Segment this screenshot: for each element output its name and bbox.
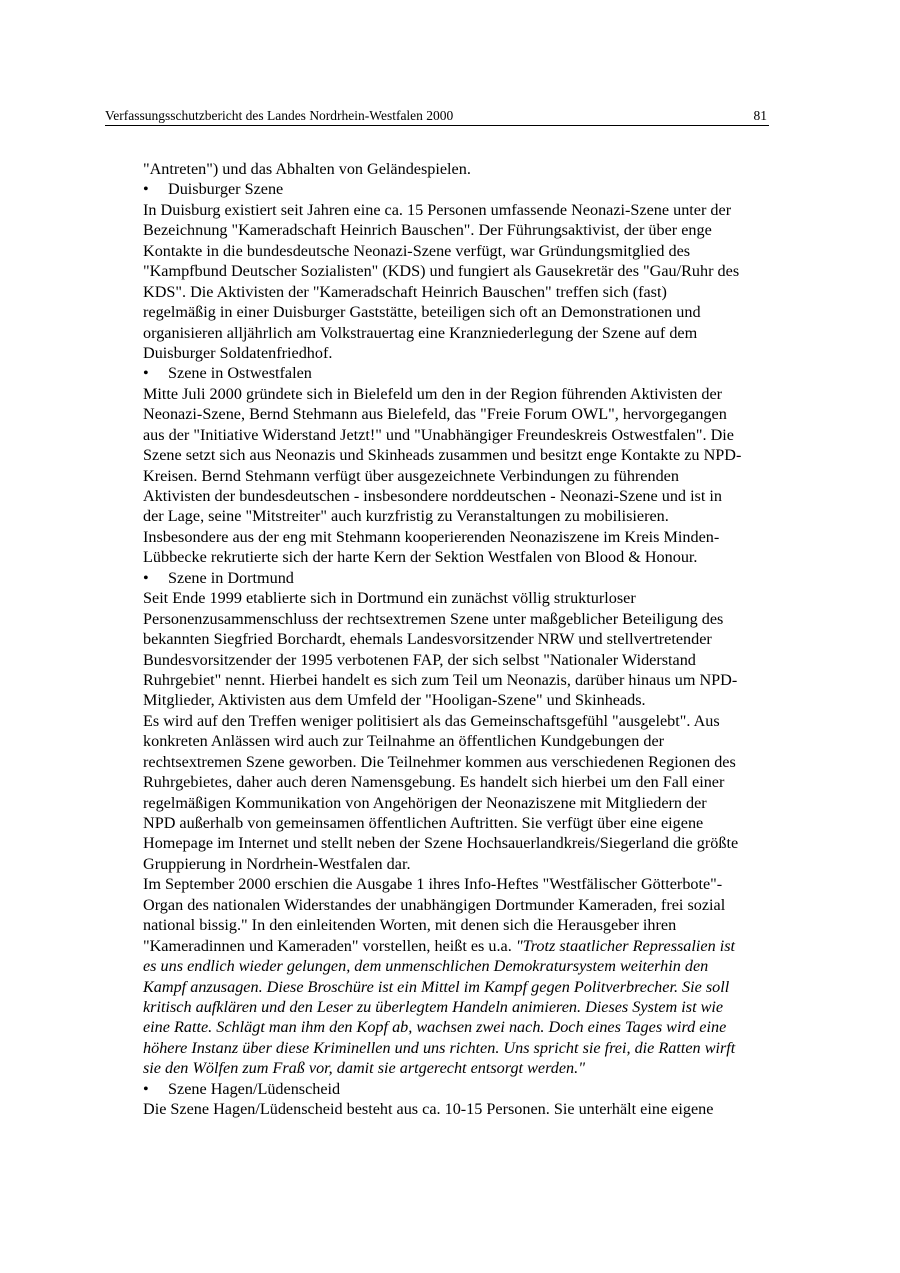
- bullet-icon: •: [143, 568, 149, 587]
- bullet-label: Szene Hagen/Lüdenscheid: [168, 1079, 341, 1098]
- text-line: KDS". Die Aktivisten der "Kameradschaft Heinrich Bauschen" treffen sich (fast): [143, 282, 667, 301]
- bullet-icon: •: [143, 364, 149, 383]
- text-line: Kontakte in die bundesdeutsche Neonazi-Szene verfügt, war Gründungsmitglied des: [143, 241, 691, 260]
- bullet-label: Szene in Ostwestfalen: [168, 364, 312, 383]
- page-number: 81: [753, 108, 767, 123]
- text-line: Bezeichnung "Kameradschaft Heinrich Bauschen". Der Führungsaktivist, der über enge: [143, 221, 712, 240]
- text-line: [143, 936, 803, 956]
- text-line: der Lage, seine "Mitstreiter" auch kurzfristig zu Veranstaltungen zu mobilisieren.: [143, 507, 669, 526]
- bullet-icon: •: [143, 180, 149, 199]
- text-line: rechtsextremen Szene geworben. Die Teilnehmer kommen aus verschiedenen Regionen des: [143, 752, 736, 771]
- quote-line: es uns endlich wieder gelungen, dem unmenschlichen Demokratursystem weiterhin den: [143, 957, 709, 976]
- text-line: konkreten Anlässen wird auch zur Teilnahme an öffentlichen Kundgebungen der: [143, 732, 665, 751]
- text-line: Szene setzt sich aus Neonazis und Skinheads zusammen und besitzt enge Kontakte zu NPD-: [143, 446, 742, 465]
- quote-line: höhere Instanz über diese Kriminellen und uns richten. Uns spricht sie frei, die Ratten wirft: [143, 1038, 736, 1057]
- text-line: Ruhrgebietes, daher auch deren Namensgebung. Es handelt sich hierbei um den Fall einer: [143, 773, 725, 792]
- text-line: In Duisburg existiert seit Jahren eine ca. 15 Personen umfassende Neonazi-Szene unter der: [143, 200, 732, 219]
- quote-line: kritisch aufklären und den Leser zu überlegtem Handeln animieren. Dieses System ist wie: [143, 997, 724, 1016]
- quote-line: sie den Wölfen zum Fraß vor, damit sie artgerecht entsorgt werden.": [143, 1059, 585, 1078]
- text-line: bekannten Siegfried Borchardt, ehemals Landesvorsitzender NRW und stellvertretender: [143, 630, 712, 649]
- text-line: Die Szene Hagen/Lüdenscheid besteht aus ca. 10-15 Personen. Sie unterhält eine eigene: [143, 1100, 714, 1119]
- bullet-item-dortmund: [143, 568, 803, 588]
- bullet-item-hagen: [143, 1079, 803, 1099]
- text-line: NPD außerhalb von gemeinsamen öffentlichen Auftritten. Sie verfügt über eine eigene: [143, 814, 704, 832]
- text-line: Mitte Juli 2000 gründete sich in Bielefeld um den in der Region führenden Aktivisten der: [143, 384, 723, 403]
- text-line: Duisburger Soldatenfriedhof.: [143, 343, 333, 362]
- text-line: Mitglieder, Aktivisten aus dem Umfeld der "Hooligan-Szene" und Skinheads.: [143, 691, 646, 710]
- body-text: [143, 159, 803, 1120]
- bullet-item-ostwestfalen: [143, 363, 803, 383]
- text-line: Kreisen. Bernd Stehmann verfügt über ausgezeichnete Verbindungen zu führenden: [143, 466, 679, 485]
- bullet-item-duisburg: [143, 179, 803, 199]
- text-line: regelmäßig in einer Duisburger Gaststätte, beteiligen sich oft an Demonstrationen und: [143, 303, 701, 322]
- quote-line: eine Ratte. Schlägt man ihm den Kopf ab, wachsen zwei nach. Doch eines Tages wird eine: [143, 1018, 727, 1037]
- text-line: Aktivisten der bundesdeutschen - insbesondere norddeutschen - Neonazi-Szene und ist in: [143, 487, 722, 505]
- text-line: Bundesvorsitzender der 1995 verbotenen FAP, der sich selbst "Nationaler Widerstand: [143, 650, 696, 669]
- text-line: Es wird auf den Treffen weniger politisiert als das Gemeinschaftsgefühl "ausgelebt". Aus: [143, 711, 720, 730]
- header-title: Verfassungsschutzbericht des Landes Nordrhein-Westfalen 2000: [105, 108, 454, 123]
- text-line: "Antreten") und das Abhalten von Geländespielen.: [143, 160, 471, 178]
- text-line: organisieren alljährlich am Volkstrauertag eine Kranzniederlegung der Szene auf dem: [143, 323, 698, 342]
- quote-segment: "Trotz staatlicher Repressalien ist: [515, 936, 735, 955]
- bullet-label: Duisburger Szene: [168, 180, 284, 199]
- text-line: Organ des nationalen Widerstandes der unabhängigen Dortmunder Kameraden, frei sozial: [143, 895, 726, 914]
- bullet-icon: •: [143, 1079, 149, 1098]
- text-line: Im September 2000 erschien die Ausgabe 1 ihres Info-Heftes "Westfälischer Götterbote"-: [143, 875, 723, 894]
- text-line: Lübbecke rekrutierte sich der harte Kern der Sektion Westfalen von Blood & Honour.: [143, 548, 698, 567]
- bullet-label: Szene in Dortmund: [168, 568, 294, 587]
- text-line: aus der "Initiative Widerstand Jetzt!" und "Unabhängiger Freundeskreis Ostwestfalen". Die: [143, 425, 734, 444]
- text-line: Personenzusammenschluss der rechtsextremen Szene unter maßgeblicher Beteiligung des: [143, 609, 724, 628]
- text-line: "Kampfbund Deutscher Sozialisten" (KDS) und fungiert als Gausekretär des "Gau/Ruhr des: [143, 262, 740, 281]
- text-line: Insbesondere aus der eng mit Stehmann kooperierenden Neonaziszene im Kreis Minden-: [143, 527, 720, 546]
- running-header: [105, 107, 769, 126]
- text-line: Gruppierung in Nordrhein-Westfalen dar.: [143, 854, 411, 873]
- text-line: regelmäßigen Kommunikation von Angehörigen der Neonaziszene mit Mitgliedern der: [143, 793, 707, 812]
- text-line: Ruhrgebiet" nennt. Hierbei handelt es sich zum Teil um Neonazis, darüber hinaus um NPD-: [143, 670, 738, 689]
- text-line: Homepage im Internet und stellt neben der Szene Hochsauerlandkreis/Siegerland die größte: [143, 834, 739, 853]
- quote-line: Kampf anzusagen. Diese Broschüre ist ein Mittel im Kampf gegen Politverbrecher. Sie soll: [143, 977, 730, 996]
- text-line: Seit Ende 1999 etablierte sich in Dortmund ein zunächst völlig strukturloser: [143, 589, 636, 608]
- text-segment: "Kameradinnen und Kameraden" vorstellen, heißt es u.a.: [143, 936, 516, 955]
- text-line: national bissig." In den einleitenden Worten, mit denen sich die Herausgeber ihren: [143, 916, 677, 935]
- text-line: Neonazi-Szene, Bernd Stehmann aus Bielefeld, das "Freie Forum OWL", hervorgegangen: [143, 405, 727, 424]
